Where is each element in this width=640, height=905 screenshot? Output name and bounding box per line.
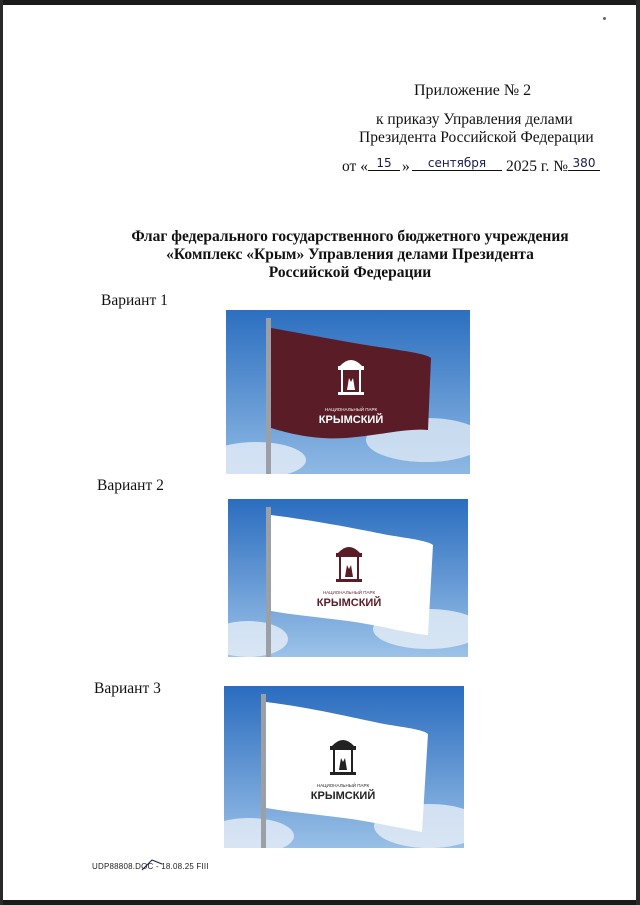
variant-1-flag-photo: [226, 310, 470, 474]
variant-2-flag-photo: [228, 499, 468, 657]
title-line2: «Комплекс «Крым» Управления делами Президента: [166, 246, 534, 263]
footer-stamp: UDP88808.DOC - 18.08.25 FIII: [92, 862, 209, 871]
scan-edge-right: [636, 0, 640, 905]
document-title: [120, 228, 580, 282]
title-line1: Флаг федерального государственного бюджетного учреждения: [131, 228, 569, 245]
variant-1-label: Вариант 1: [101, 292, 168, 309]
date-mid: »: [402, 158, 410, 175]
scan-edge-bottom: [0, 900, 640, 905]
scan-speck: [603, 17, 606, 20]
date-prefix: от «: [342, 158, 368, 175]
order-reference-line1: к приказу Управления делами: [376, 111, 573, 128]
order-month: сентября: [412, 156, 502, 171]
title-line3: Российской Федерации: [268, 264, 432, 281]
order-number: 380: [568, 156, 600, 171]
logo-big-text: КРЫМСКИЙ: [318, 414, 384, 426]
appendix-title: Приложение № 2: [414, 82, 532, 99]
logo-small-text: НАЦИОНАЛЬНЫЙ ПАРК: [324, 407, 378, 412]
scan-edge-left: [0, 0, 3, 905]
logo-small-text: НАЦИОНАЛЬНЫЙ ПАРК: [322, 590, 376, 595]
variant-3-label: Вариант 3: [94, 680, 161, 697]
logo-big-text: КРЫМСКИЙ: [310, 790, 376, 802]
handwritten-strike-mark: [140, 858, 164, 872]
scan-edge-top: [0, 0, 640, 5]
order-day: 15: [368, 156, 400, 171]
date-year-text: 2025 г. №: [506, 158, 569, 175]
logo-small-text: НАЦИОНАЛЬНЫЙ ПАРК: [316, 783, 370, 788]
logo-big-text: КРЫМСКИЙ: [316, 597, 382, 609]
variant-3-flag-photo: [224, 686, 464, 848]
order-reference-line2: Президента Российской Федерации: [359, 129, 594, 146]
variant-2-label: Вариант 2: [97, 477, 164, 494]
